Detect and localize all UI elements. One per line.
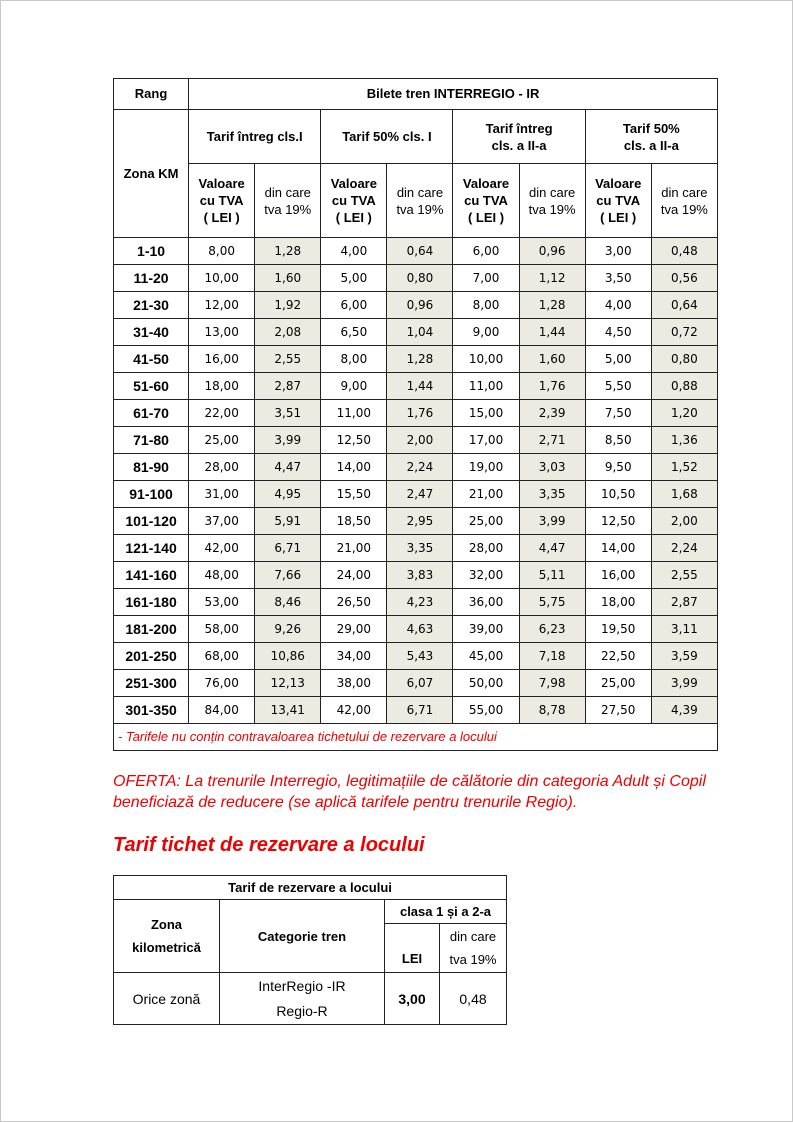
zone-km-cell: 51-60: [114, 373, 189, 400]
rang-header: Rang: [114, 79, 189, 110]
price-cell: 37,00: [189, 508, 255, 535]
vat-cell: 2,24: [387, 454, 453, 481]
price-cell: 8,00: [453, 292, 519, 319]
zone-km-cell: 121-140: [114, 535, 189, 562]
price-cell: 15,50: [321, 481, 387, 508]
price-cell: 45,00: [453, 643, 519, 670]
vat-cell: 1,28: [255, 238, 321, 265]
price-cell: 14,00: [321, 454, 387, 481]
price-cell: 6,00: [453, 238, 519, 265]
vat-cell: 0,96: [519, 238, 585, 265]
table-row: [114, 508, 718, 535]
vat-cell: 1,76: [519, 373, 585, 400]
price-cell: 4,00: [321, 238, 387, 265]
price-cell: 28,00: [189, 454, 255, 481]
table-row: [114, 589, 718, 616]
price-cell: 16,00: [585, 562, 651, 589]
vat-cell: 3,99: [651, 670, 717, 697]
table-row: [114, 292, 718, 319]
price-cell: 11,00: [453, 373, 519, 400]
price-cell: 36,00: [453, 589, 519, 616]
document-content: [113, 0, 753, 1025]
tva-value: 0,48: [440, 973, 507, 1025]
table-title: Bilete tren INTERREGIO - IR: [189, 79, 718, 110]
zone-km-cell: 81-90: [114, 454, 189, 481]
table-row: [114, 373, 718, 400]
table-row: [114, 265, 718, 292]
vat-cell: 2,00: [651, 508, 717, 535]
zone-km-cell: 61-70: [114, 400, 189, 427]
vat-cell: 1,92: [255, 292, 321, 319]
vat-cell: 1,60: [519, 346, 585, 373]
vat-cell: 4,47: [519, 535, 585, 562]
table-row: [114, 400, 718, 427]
zone-km-cell: 71-80: [114, 427, 189, 454]
valoare-header: Valoare cu TVA ( LEI ): [189, 164, 255, 238]
zone-km-cell: 301-350: [114, 697, 189, 724]
price-cell: 12,00: [189, 292, 255, 319]
vat-cell: 8,78: [519, 697, 585, 724]
lei-value: 3,00: [385, 973, 440, 1025]
price-cell: 18,00: [585, 589, 651, 616]
clasa-header: clasa 1 și a 2-a: [385, 900, 507, 924]
vat-cell: 1,04: [387, 319, 453, 346]
price-cell: 8,00: [321, 346, 387, 373]
vat-cell: 5,75: [519, 589, 585, 616]
vat-cell: 6,07: [387, 670, 453, 697]
vat-cell: 4,63: [387, 616, 453, 643]
price-cell: 68,00: [189, 643, 255, 670]
price-cell: 25,00: [585, 670, 651, 697]
price-cell: 26,50: [321, 589, 387, 616]
table-row: [114, 319, 718, 346]
vat-cell: 7,98: [519, 670, 585, 697]
price-cell: 9,00: [321, 373, 387, 400]
vat-cell: 12,13: [255, 670, 321, 697]
vat-cell: 10,86: [255, 643, 321, 670]
valoare-header: Valoare cu TVA ( LEI ): [585, 164, 651, 238]
vat-cell: 0,80: [387, 265, 453, 292]
vat-cell: 1,68: [651, 481, 717, 508]
price-cell: 4,00: [585, 292, 651, 319]
group-header: Tarif întreg cls. a II-a: [453, 110, 585, 164]
price-cell: 55,00: [453, 697, 519, 724]
price-cell: 34,00: [321, 643, 387, 670]
tva-header: din care tva 19%: [651, 164, 717, 238]
vat-cell: 13,41: [255, 697, 321, 724]
vat-cell: 0,48: [651, 238, 717, 265]
price-cell: 9,50: [585, 454, 651, 481]
vat-cell: 3,51: [255, 400, 321, 427]
valoare-header: Valoare cu TVA ( LEI ): [453, 164, 519, 238]
price-cell: 10,00: [453, 346, 519, 373]
vat-cell: 7,66: [255, 562, 321, 589]
price-cell: 58,00: [189, 616, 255, 643]
price-cell: 7,50: [585, 400, 651, 427]
vat-cell: 3,03: [519, 454, 585, 481]
price-cell: 3,50: [585, 265, 651, 292]
price-cell: 10,50: [585, 481, 651, 508]
vat-cell: 5,91: [255, 508, 321, 535]
vat-cell: 1,28: [387, 346, 453, 373]
table-row: [114, 346, 718, 373]
zone-km-cell: 161-180: [114, 589, 189, 616]
table-row: [114, 427, 718, 454]
vat-cell: 6,23: [519, 616, 585, 643]
group-header: Tarif 50% cls. a II-a: [585, 110, 717, 164]
price-cell: 76,00: [189, 670, 255, 697]
price-cell: 17,00: [453, 427, 519, 454]
price-cell: 7,00: [453, 265, 519, 292]
price-cell: 13,00: [189, 319, 255, 346]
tva-header: din care tva 19%: [440, 924, 507, 973]
zona-value: Orice zonă: [114, 973, 220, 1025]
vat-cell: 9,26: [255, 616, 321, 643]
vat-cell: 2,87: [255, 373, 321, 400]
table-row: [114, 535, 718, 562]
vat-cell: 3,99: [255, 427, 321, 454]
price-cell: 5,00: [321, 265, 387, 292]
categorie-header: Categorie tren: [220, 900, 385, 973]
vat-cell: 1,44: [387, 373, 453, 400]
vat-cell: 5,43: [387, 643, 453, 670]
price-cell: 42,00: [321, 697, 387, 724]
vat-cell: 1,76: [387, 400, 453, 427]
vat-cell: 2,55: [651, 562, 717, 589]
vat-cell: 2,24: [651, 535, 717, 562]
zone-km-cell: 101-120: [114, 508, 189, 535]
price-cell: 21,00: [453, 481, 519, 508]
price-cell: 19,00: [453, 454, 519, 481]
price-cell: 6,50: [321, 319, 387, 346]
reservation-table: [113, 875, 507, 1025]
price-cell: 25,00: [189, 427, 255, 454]
price-cell: 53,00: [189, 589, 255, 616]
price-cell: 21,00: [321, 535, 387, 562]
price-cell: 27,50: [585, 697, 651, 724]
vat-cell: 2,00: [387, 427, 453, 454]
price-cell: 24,00: [321, 562, 387, 589]
vat-cell: 4,23: [387, 589, 453, 616]
zone-km-cell: 91-100: [114, 481, 189, 508]
vat-cell: 4,39: [651, 697, 717, 724]
vat-cell: 0,72: [651, 319, 717, 346]
table-row: [114, 697, 718, 724]
price-cell: 10,00: [189, 265, 255, 292]
vat-cell: 0,64: [651, 292, 717, 319]
vat-cell: 4,47: [255, 454, 321, 481]
price-cell: 4,50: [585, 319, 651, 346]
price-cell: 50,00: [453, 670, 519, 697]
lei-header: LEI: [385, 924, 440, 973]
price-cell: 8,00: [189, 238, 255, 265]
vat-cell: 1,36: [651, 427, 717, 454]
vat-cell: 1,60: [255, 265, 321, 292]
price-cell: 48,00: [189, 562, 255, 589]
vat-cell: 3,35: [519, 481, 585, 508]
reservation-heading: Tarif tichet de rezervare a locului: [113, 834, 425, 856]
price-cell: 5,50: [585, 373, 651, 400]
vat-cell: 1,44: [519, 319, 585, 346]
price-cell: 19,50: [585, 616, 651, 643]
vat-cell: 2,08: [255, 319, 321, 346]
vat-cell: 0,96: [387, 292, 453, 319]
table-row: [114, 481, 718, 508]
price-cell: 31,00: [189, 481, 255, 508]
price-cell: 8,50: [585, 427, 651, 454]
price-cell: 28,00: [453, 535, 519, 562]
table-row: [114, 562, 718, 589]
price-cell: 6,00: [321, 292, 387, 319]
table-row: [114, 616, 718, 643]
price-cell: 5,00: [585, 346, 651, 373]
price-cell: 15,00: [453, 400, 519, 427]
vat-cell: 1,12: [519, 265, 585, 292]
price-cell: 29,00: [321, 616, 387, 643]
tva-header: din care tva 19%: [387, 164, 453, 238]
price-cell: 38,00: [321, 670, 387, 697]
valoare-header: Valoare cu TVA ( LEI ): [321, 164, 387, 238]
vat-cell: 3,59: [651, 643, 717, 670]
vat-cell: 0,80: [651, 346, 717, 373]
price-cell: 11,00: [321, 400, 387, 427]
vat-cell: 1,52: [651, 454, 717, 481]
vat-cell: 1,20: [651, 400, 717, 427]
price-cell: 22,00: [189, 400, 255, 427]
tva-header: din care tva 19%: [519, 164, 585, 238]
tva-header: din care tva 19%: [255, 164, 321, 238]
vat-cell: 6,71: [255, 535, 321, 562]
vat-cell: 2,55: [255, 346, 321, 373]
price-cell: 18,00: [189, 373, 255, 400]
vat-cell: 3,83: [387, 562, 453, 589]
price-cell: 39,00: [453, 616, 519, 643]
vat-cell: 0,56: [651, 265, 717, 292]
zone-km-cell: 31-40: [114, 319, 189, 346]
vat-cell: 3,35: [387, 535, 453, 562]
price-cell: 32,00: [453, 562, 519, 589]
zone-km-cell: 251-300: [114, 670, 189, 697]
vat-cell: 0,64: [387, 238, 453, 265]
vat-cell: 7,18: [519, 643, 585, 670]
table-row: [114, 454, 718, 481]
zone-km-cell: 201-250: [114, 643, 189, 670]
vat-cell: 3,99: [519, 508, 585, 535]
price-cell: 12,50: [321, 427, 387, 454]
zona-km-header: Zona KM: [114, 110, 189, 238]
vat-cell: 2,47: [387, 481, 453, 508]
vat-cell: 2,39: [519, 400, 585, 427]
reservation-title: Tarif de rezervare a locului: [114, 876, 507, 900]
price-cell: 18,50: [321, 508, 387, 535]
vat-cell: 2,71: [519, 427, 585, 454]
zone-km-cell: 41-50: [114, 346, 189, 373]
vat-cell: 8,46: [255, 589, 321, 616]
categorie-value: InterRegio -IR Regio-R: [220, 973, 385, 1025]
zone-km-cell: 21-30: [114, 292, 189, 319]
group-header: Tarif 50% cls. I: [321, 110, 453, 164]
price-cell: 14,00: [585, 535, 651, 562]
price-cell: 22,50: [585, 643, 651, 670]
table-row: [114, 670, 718, 697]
vat-cell: 1,28: [519, 292, 585, 319]
table-note: - Tarifele nu conțin contravaloarea tichetului de rezervare a locului: [114, 724, 718, 751]
vat-cell: 6,71: [387, 697, 453, 724]
vat-cell: 4,95: [255, 481, 321, 508]
price-cell: 25,00: [453, 508, 519, 535]
table-row: [114, 643, 718, 670]
vat-cell: 5,11: [519, 562, 585, 589]
zona-header: Zona kilometrică: [114, 900, 220, 973]
vat-cell: 2,95: [387, 508, 453, 535]
vat-cell: 2,87: [651, 589, 717, 616]
price-cell: 16,00: [189, 346, 255, 373]
zone-km-cell: 11-20: [114, 265, 189, 292]
vat-cell: 0,88: [651, 373, 717, 400]
price-cell: 42,00: [189, 535, 255, 562]
price-cell: 84,00: [189, 697, 255, 724]
price-cell: 12,50: [585, 508, 651, 535]
vat-cell: 3,11: [651, 616, 717, 643]
table-row: [114, 238, 718, 265]
offer-text: OFERTA: La trenurile Interregio, legitimațiile de călătorie din categoria Adult și Copil beneficiază de reducere (se aplică tarifele pentru trenurile Regio).: [113, 773, 706, 811]
zone-km-cell: 141-160: [114, 562, 189, 589]
group-header: Tarif întreg cls.I: [189, 110, 321, 164]
price-cell: 9,00: [453, 319, 519, 346]
zone-km-cell: 181-200: [114, 616, 189, 643]
zone-km-cell: 1-10: [114, 238, 189, 265]
interregio-fare-table: [113, 78, 718, 751]
price-cell: 3,00: [585, 238, 651, 265]
